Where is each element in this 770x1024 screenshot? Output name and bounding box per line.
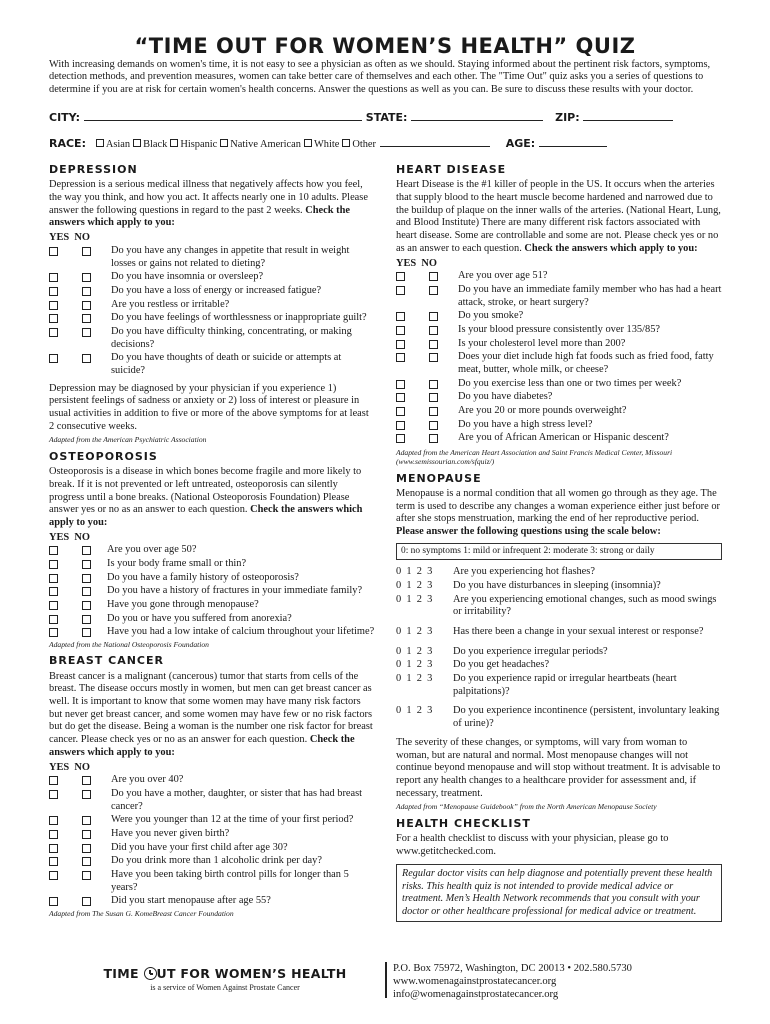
- question-row: [396, 284, 722, 309]
- no-checkbox[interactable]: [82, 247, 91, 256]
- left-column: [49, 160, 375, 923]
- no-checkbox[interactable]: [82, 897, 91, 906]
- depression-questions: [49, 245, 375, 378]
- question-row: [49, 544, 375, 557]
- question-text: Do you have disturbances in sleeping (insomnia)?: [453, 579, 661, 591]
- breast-cancer-heading: BREAST CANCER: [49, 654, 164, 668]
- yes-no-header: YES NO: [49, 761, 91, 773]
- yes-checkbox[interactable]: [396, 393, 405, 402]
- question-text: Do you have an immediate family member who has had a heart attack, stroke, or heart surgery?: [458, 283, 722, 308]
- yes-checkbox[interactable]: [49, 857, 58, 866]
- question-text: Do you experience irregular periods?: [453, 645, 608, 657]
- yes-checkbox[interactable]: [49, 844, 58, 853]
- yes-checkbox[interactable]: [49, 871, 58, 880]
- question-row: [49, 828, 375, 841]
- no-checkbox[interactable]: [82, 628, 91, 637]
- yes-checkbox[interactable]: [49, 354, 58, 363]
- breast-cancer-source: Adapted from The Susan G. KomeBreast Cancer Foundation: [49, 909, 234, 919]
- yes-checkbox[interactable]: [49, 790, 58, 799]
- question-row: [49, 842, 375, 855]
- no-checkbox[interactable]: [429, 353, 438, 362]
- question-text: Has there been a change in your sexual interest or response?: [453, 626, 704, 638]
- question-text: Have you had a low intake of calcium throughout your lifetime?: [107, 626, 375, 638]
- state-label: STATE:: [365, 111, 408, 124]
- question-row: [49, 599, 375, 612]
- page-title: “TIME OUT FOR WOMEN’S HEALTH” QUIZ: [134, 34, 636, 58]
- yes-checkbox[interactable]: [49, 776, 58, 785]
- yes-checkbox[interactable]: [49, 615, 58, 624]
- question-text: Do you have a family history of osteoporosis?: [107, 571, 299, 583]
- question-row: [49, 626, 375, 639]
- no-checkbox[interactable]: [429, 272, 438, 281]
- scale-question-row: [396, 626, 722, 639]
- yes-checkbox[interactable]: [49, 628, 58, 637]
- breast-cancer-questions: [49, 774, 375, 908]
- race-checkbox[interactable]: [220, 139, 228, 147]
- no-checkbox[interactable]: [429, 340, 438, 349]
- zip-field[interactable]: [583, 111, 673, 121]
- clock-icon: [144, 967, 157, 980]
- yes-checkbox[interactable]: [49, 830, 58, 839]
- question-text: Are you experiencing hot flashes?: [453, 566, 595, 578]
- race-row: [49, 137, 721, 152]
- no-checkbox[interactable]: [429, 421, 438, 430]
- question-row: [396, 310, 722, 323]
- question-text: Are you of African American or Hispanic descent?: [458, 432, 669, 444]
- question-text: Were you younger than 12 at the time of your first period?: [111, 814, 354, 826]
- osteoporosis-heading: OSTEOPOROSIS: [49, 449, 158, 463]
- severity-options[interactable]: 0 1 2 3: [396, 673, 433, 685]
- organization-name: TIME UT FOR WOMEN’S HEALTH: [103, 966, 347, 981]
- yes-checkbox[interactable]: [396, 407, 405, 416]
- no-checkbox[interactable]: [429, 434, 438, 443]
- question-text: Do you have a history of fractures in your immediate family?: [107, 585, 363, 597]
- question-row: [49, 558, 375, 571]
- menopause-heading: MENOPAUSE: [396, 471, 482, 485]
- yes-checkbox[interactable]: [49, 546, 58, 555]
- depression-heading: DEPRESSION: [49, 163, 138, 176]
- yes-checkbox[interactable]: [396, 272, 405, 281]
- question-text: Are you restless or irritable?: [111, 298, 230, 310]
- severity-options[interactable]: 0 1 2 3: [396, 645, 433, 657]
- race-option[interactable]: [304, 139, 339, 150]
- question-text: Do you or have you suffered from anorexia?: [107, 612, 292, 624]
- osteoporosis-questions: [49, 544, 375, 639]
- yes-checkbox[interactable]: [396, 286, 405, 295]
- no-checkbox[interactable]: [82, 287, 91, 296]
- no-checkbox[interactable]: [82, 546, 91, 555]
- scale-question-row: [396, 646, 722, 659]
- yes-checkbox[interactable]: [396, 434, 405, 443]
- severity-options[interactable]: 0 1 2 3: [396, 626, 433, 638]
- question-text: Do you drink more than 1 alcoholic drink per day?: [111, 855, 322, 867]
- race-option[interactable]: [133, 139, 167, 150]
- question-text: Are you over 40?: [111, 774, 184, 786]
- yes-checkbox[interactable]: [49, 560, 58, 569]
- question-text: Do you get headaches?: [453, 659, 550, 671]
- no-checkbox[interactable]: [82, 574, 91, 583]
- question-text: Do you have a loss of energy or increased fatigue?: [111, 284, 322, 296]
- race-label: RACE:: [49, 137, 86, 150]
- question-text: Have you never given birth?: [111, 827, 230, 839]
- race-other-field[interactable]: [380, 137, 490, 147]
- race-checkbox[interactable]: [96, 139, 104, 147]
- severity-options[interactable]: 0 1 2 3: [396, 579, 433, 591]
- question-text: Are you experiencing emotional changes, such as mood swings or irritability?: [453, 593, 717, 618]
- question-row: [396, 405, 722, 418]
- heart-disease-intro: Heart Disease is the #1 killer of people in the US. It occurs when the arteries that supply blood to the heart muscle become hardened and narrowed due to the buildup of plaque on the inner walls of the arteries. (National Heart, Lung, and Blood Institute) There are many different risk factors associated with heart disease. Some are controllable and some are not. Please check yes or no as an answer to each question. Check the answers which apply to you:: [396, 179, 721, 254]
- question-text: Do you smoke?: [458, 310, 524, 322]
- city-label: CITY:: [49, 111, 81, 124]
- severity-options[interactable]: 0 1 2 3: [396, 566, 433, 578]
- scale-question-row: [396, 566, 722, 579]
- no-checkbox[interactable]: [82, 273, 91, 282]
- race-checkbox[interactable]: [342, 139, 350, 147]
- question-row: [49, 572, 375, 585]
- question-row: [396, 391, 722, 404]
- question-text: Do you have diabetes?: [458, 391, 553, 403]
- question-row: [49, 326, 375, 351]
- depression-note: Depression may be diagnosed by your physician if you experience 1) persistent feelings of sadness or anxiety or 2) loss of interest or pleasure in usual activities in addition to five or more of the above symptoms for at least 2 consecutive weeks.: [49, 382, 369, 432]
- question-text: Are you over age 51?: [458, 270, 548, 282]
- depression-source: Adapted from the American Psychiatric Association: [49, 435, 207, 445]
- race-option[interactable]: [170, 139, 217, 150]
- email-link[interactable]: info@womenagainstprostatecancer.org: [393, 989, 559, 1001]
- menopause-questions: [396, 566, 722, 731]
- question-text: Do you have feelings of worthlessness or inappropriate guilt?: [111, 312, 367, 324]
- question-row: [396, 351, 722, 376]
- intro-paragraph: With increasing demands on women's time, it is not easy to see a physician as often as we should. Staying informed about the pertinent risk factors, symptoms, detection methods, and prevention measures, women can take better care of themselves and each other. The "Time Out" quiz asks you a series of questions to determine if you are at risk for certain women's health concerns. Answer the questions as well as you can. Be sure to discuss these results with your doctor.: [49, 59, 711, 95]
- question-row: [396, 270, 722, 283]
- osteoporosis-intro: Osteoporosis is a disease in which bones become fragile and more likely to break. If it is not prevented or left untreated, osteoporosis can silently progress until a bone breaks. (National Osteoporosis Foundation) Please answer yes or no as an answer to each question. Check the answers which apply to you:: [49, 466, 363, 528]
- heart-disease-heading: HEART DISEASE: [396, 163, 507, 176]
- depression-intro: Depression is a serious medical illness that negatively affects how you feel, the way you think, and how you act. It affects nearly one in 10 adults. Please answer the following questions in regard to the past 2 weeks. Check the answers which apply to you:: [49, 179, 368, 229]
- yes-checkbox[interactable]: [396, 312, 405, 321]
- health-checklist-heading: HEALTH CHECKLIST: [396, 816, 531, 830]
- race-option-label: Other: [352, 139, 377, 150]
- race-option-label: Native American: [230, 139, 301, 150]
- no-checkbox[interactable]: [429, 407, 438, 416]
- question-text: Does your diet include high fat foods such as fried food, fatty meat, butter, whole milk, or cheese?: [458, 351, 714, 376]
- race-checkbox[interactable]: [304, 139, 312, 147]
- question-row: [49, 299, 375, 312]
- yes-checkbox[interactable]: [49, 816, 58, 825]
- race-checkbox[interactable]: [133, 139, 141, 147]
- city-field[interactable]: [84, 111, 362, 121]
- no-checkbox[interactable]: [82, 871, 91, 880]
- no-checkbox[interactable]: [429, 393, 438, 402]
- race-checkbox[interactable]: [170, 139, 178, 147]
- question-row: [396, 324, 722, 337]
- osteoporosis-source: Adapted from the National Osteoporosis Foundation: [49, 640, 209, 650]
- heart-disease-source: Adapted from the American Heart Association and Saint Francis Medical Center, Missouri (www.semissourian.com/sfquiz/): [396, 448, 673, 467]
- no-checkbox[interactable]: [82, 615, 91, 624]
- zip-label: ZIP:: [555, 111, 580, 124]
- question-text: Do you have difficulty thinking, concentrating, or making decisions?: [111, 325, 352, 350]
- right-column: [396, 160, 722, 922]
- question-text: Do you experience incontinence (persistent, involuntary leaking of urine)?: [453, 705, 720, 730]
- question-text: Do you have insomnia or oversleep?: [111, 271, 264, 283]
- race-option-label: Asian: [105, 139, 131, 150]
- yes-checkbox[interactable]: [396, 340, 405, 349]
- state-field[interactable]: [411, 111, 543, 121]
- no-checkbox[interactable]: [82, 560, 91, 569]
- no-checkbox[interactable]: [82, 328, 91, 337]
- race-option[interactable]: [220, 139, 301, 150]
- yes-checkbox[interactable]: [49, 587, 58, 596]
- no-checkbox[interactable]: [82, 857, 91, 866]
- location-row: [49, 111, 721, 124]
- no-checkbox[interactable]: [82, 354, 91, 363]
- question-row: [49, 855, 375, 868]
- race-option[interactable]: [342, 139, 376, 150]
- organization-tagline: is a service of Women Against Prostate Cancer: [150, 983, 300, 993]
- footer-divider: [385, 962, 387, 998]
- yes-checkbox[interactable]: [396, 353, 405, 362]
- question-text: Do you have thoughts of death or suicide or attempts at suicide?: [111, 352, 342, 377]
- no-checkbox[interactable]: [429, 286, 438, 295]
- question-text: Did you start menopause after age 55?: [111, 895, 271, 907]
- yes-checkbox[interactable]: [49, 574, 58, 583]
- disclaimer-box: Regular doctor visits can help diagnose and potentially prevent these health risks. This health quiz is not intended to provide medical advice or treatment. Men’s Health Network recommends that you consult with your doctor or other healthcare professional for medical advice or treatment.: [396, 864, 722, 922]
- question-text: Is your cholesterol level more than 200?: [458, 337, 626, 349]
- question-text: Do you have any changes in appetite that result in weight losses or gains not related to dieting?: [111, 244, 350, 269]
- yes-checkbox[interactable]: [396, 421, 405, 430]
- no-checkbox[interactable]: [82, 790, 91, 799]
- question-row: [49, 352, 375, 377]
- question-text: Have you been taking birth control pills for longer than 5 years?: [111, 869, 349, 893]
- yes-checkbox[interactable]: [396, 380, 405, 389]
- severity-options[interactable]: 0 1 2 3: [396, 593, 433, 605]
- race-option[interactable]: [96, 139, 130, 150]
- breast-cancer-intro: Breast cancer is a malignant (cancerous) tumor that starts from cells of the breast. The disease occurs mostly in women, but men can get breast cancer as well. It is important to know that some women may have many risk factors but never get breast cancer, and some women may have few or no risk factors but do get the disease. Being a woman is the number one risk factor for breast cancer. Please check yes or no as an answer for each question. Check the answers which apply to you:: [49, 670, 373, 758]
- contact-info: [393, 962, 632, 1002]
- health-checklist-text: For a health checklist to discuss with your physician, please go to www.getitchecked.com.: [396, 832, 669, 857]
- race-option-label: Black: [143, 139, 168, 150]
- yes-checkbox[interactable]: [49, 328, 58, 337]
- no-checkbox[interactable]: [82, 830, 91, 839]
- no-checkbox[interactable]: [82, 816, 91, 825]
- yes-no-header: YES NO: [49, 531, 91, 543]
- question-row: [49, 245, 375, 270]
- question-text: Did you have your first child after age 30?: [111, 841, 288, 853]
- yes-checkbox[interactable]: [49, 301, 58, 310]
- race-option-label: Hispanic: [180, 139, 218, 150]
- yes-no-header: YES NO: [49, 232, 91, 244]
- question-text: Do you have a mother, daughter, or sister that has had breast cancer?: [111, 787, 363, 812]
- yes-checkbox[interactable]: [49, 247, 58, 256]
- question-row: [49, 271, 375, 284]
- question-row: [396, 378, 722, 391]
- question-row: [49, 585, 375, 598]
- no-checkbox[interactable]: [82, 844, 91, 853]
- yes-checkbox[interactable]: [49, 287, 58, 296]
- scale-question-row: [396, 594, 722, 619]
- question-text: Are you 20 or more pounds overweight?: [458, 405, 627, 417]
- no-checkbox[interactable]: [429, 312, 438, 321]
- question-row: [49, 895, 375, 908]
- footer-logo: [90, 966, 360, 993]
- question-row: [396, 338, 722, 351]
- no-checkbox[interactable]: [82, 587, 91, 596]
- question-text: Do you experience rapid or irregular heartbeats (heart palpitations)?: [453, 673, 677, 697]
- question-text: Do you exercise less than one or two times per week?: [458, 377, 682, 389]
- question-text: Have you gone through menopause?: [107, 599, 259, 610]
- severity-scale: 0: no symptoms 1: mild or infrequent 2: moderate 3: strong or daily: [396, 543, 722, 560]
- question-text: Are you over age 50?: [107, 544, 197, 556]
- question-row: [49, 774, 375, 787]
- race-options: [90, 139, 376, 150]
- severity-options[interactable]: 0 1 2 3: [396, 705, 433, 717]
- question-text: Do you have a high stress level?: [458, 418, 593, 430]
- scale-question-row: [396, 705, 722, 730]
- race-option-label: White: [313, 139, 340, 150]
- scale-question-row: [396, 580, 722, 593]
- scale-question-row: [396, 673, 722, 698]
- heart-disease-questions: [396, 270, 722, 445]
- no-checkbox[interactable]: [429, 380, 438, 389]
- question-text: Is your blood pressure consistently over 135/85?: [458, 323, 661, 335]
- severity-options[interactable]: 0 1 2 3: [396, 659, 433, 671]
- yes-checkbox[interactable]: [396, 326, 405, 335]
- website-link[interactable]: www.womenagainstprostatecancer.org: [393, 976, 557, 988]
- yes-no-header: YES NO: [396, 257, 438, 269]
- yes-checkbox[interactable]: [49, 601, 58, 610]
- question-row: [49, 613, 375, 626]
- no-checkbox[interactable]: [82, 301, 91, 310]
- no-checkbox[interactable]: [82, 601, 91, 610]
- no-checkbox[interactable]: [82, 776, 91, 785]
- scale-question-row: [396, 659, 722, 672]
- yes-checkbox[interactable]: [49, 314, 58, 323]
- question-row: [396, 432, 722, 445]
- question-row: [49, 788, 375, 813]
- menopause-note: The severity of these changes, or symptoms, will vary from woman to woman, but are natural and normal. Most menopause changes will not continue beyond menopause and will stop without treatment. It is advisable to report any health changes to a healthcare provider for assessment and, if necessary, treatment.: [396, 736, 721, 799]
- yes-checkbox[interactable]: [49, 273, 58, 282]
- age-field[interactable]: [539, 137, 607, 147]
- question-row: [49, 285, 375, 298]
- question-row: [49, 869, 375, 894]
- question-row: [49, 814, 375, 827]
- age-label: AGE:: [505, 137, 536, 150]
- yes-checkbox[interactable]: [49, 897, 58, 906]
- question-row: [49, 312, 375, 325]
- menopause-source: Adapted from “Menopause Guidebook” from the North American Menopause Society: [396, 802, 657, 812]
- question-row: [396, 419, 722, 432]
- question-text: Is your body frame small or thin?: [107, 557, 247, 569]
- menopause-intro: Menopause is a normal condition that all women go through as they age. The term is used to describe any changes a woman experience either just before or after she stops menstruation, marking the end of her reproductive period. Please answer the following questions using the scale below:: [396, 488, 721, 538]
- mailing-address: P.O. Box 75972, Washington, DC 20013 • 202.580.5730: [393, 963, 632, 974]
- no-checkbox[interactable]: [82, 314, 91, 323]
- no-checkbox[interactable]: [429, 326, 438, 335]
